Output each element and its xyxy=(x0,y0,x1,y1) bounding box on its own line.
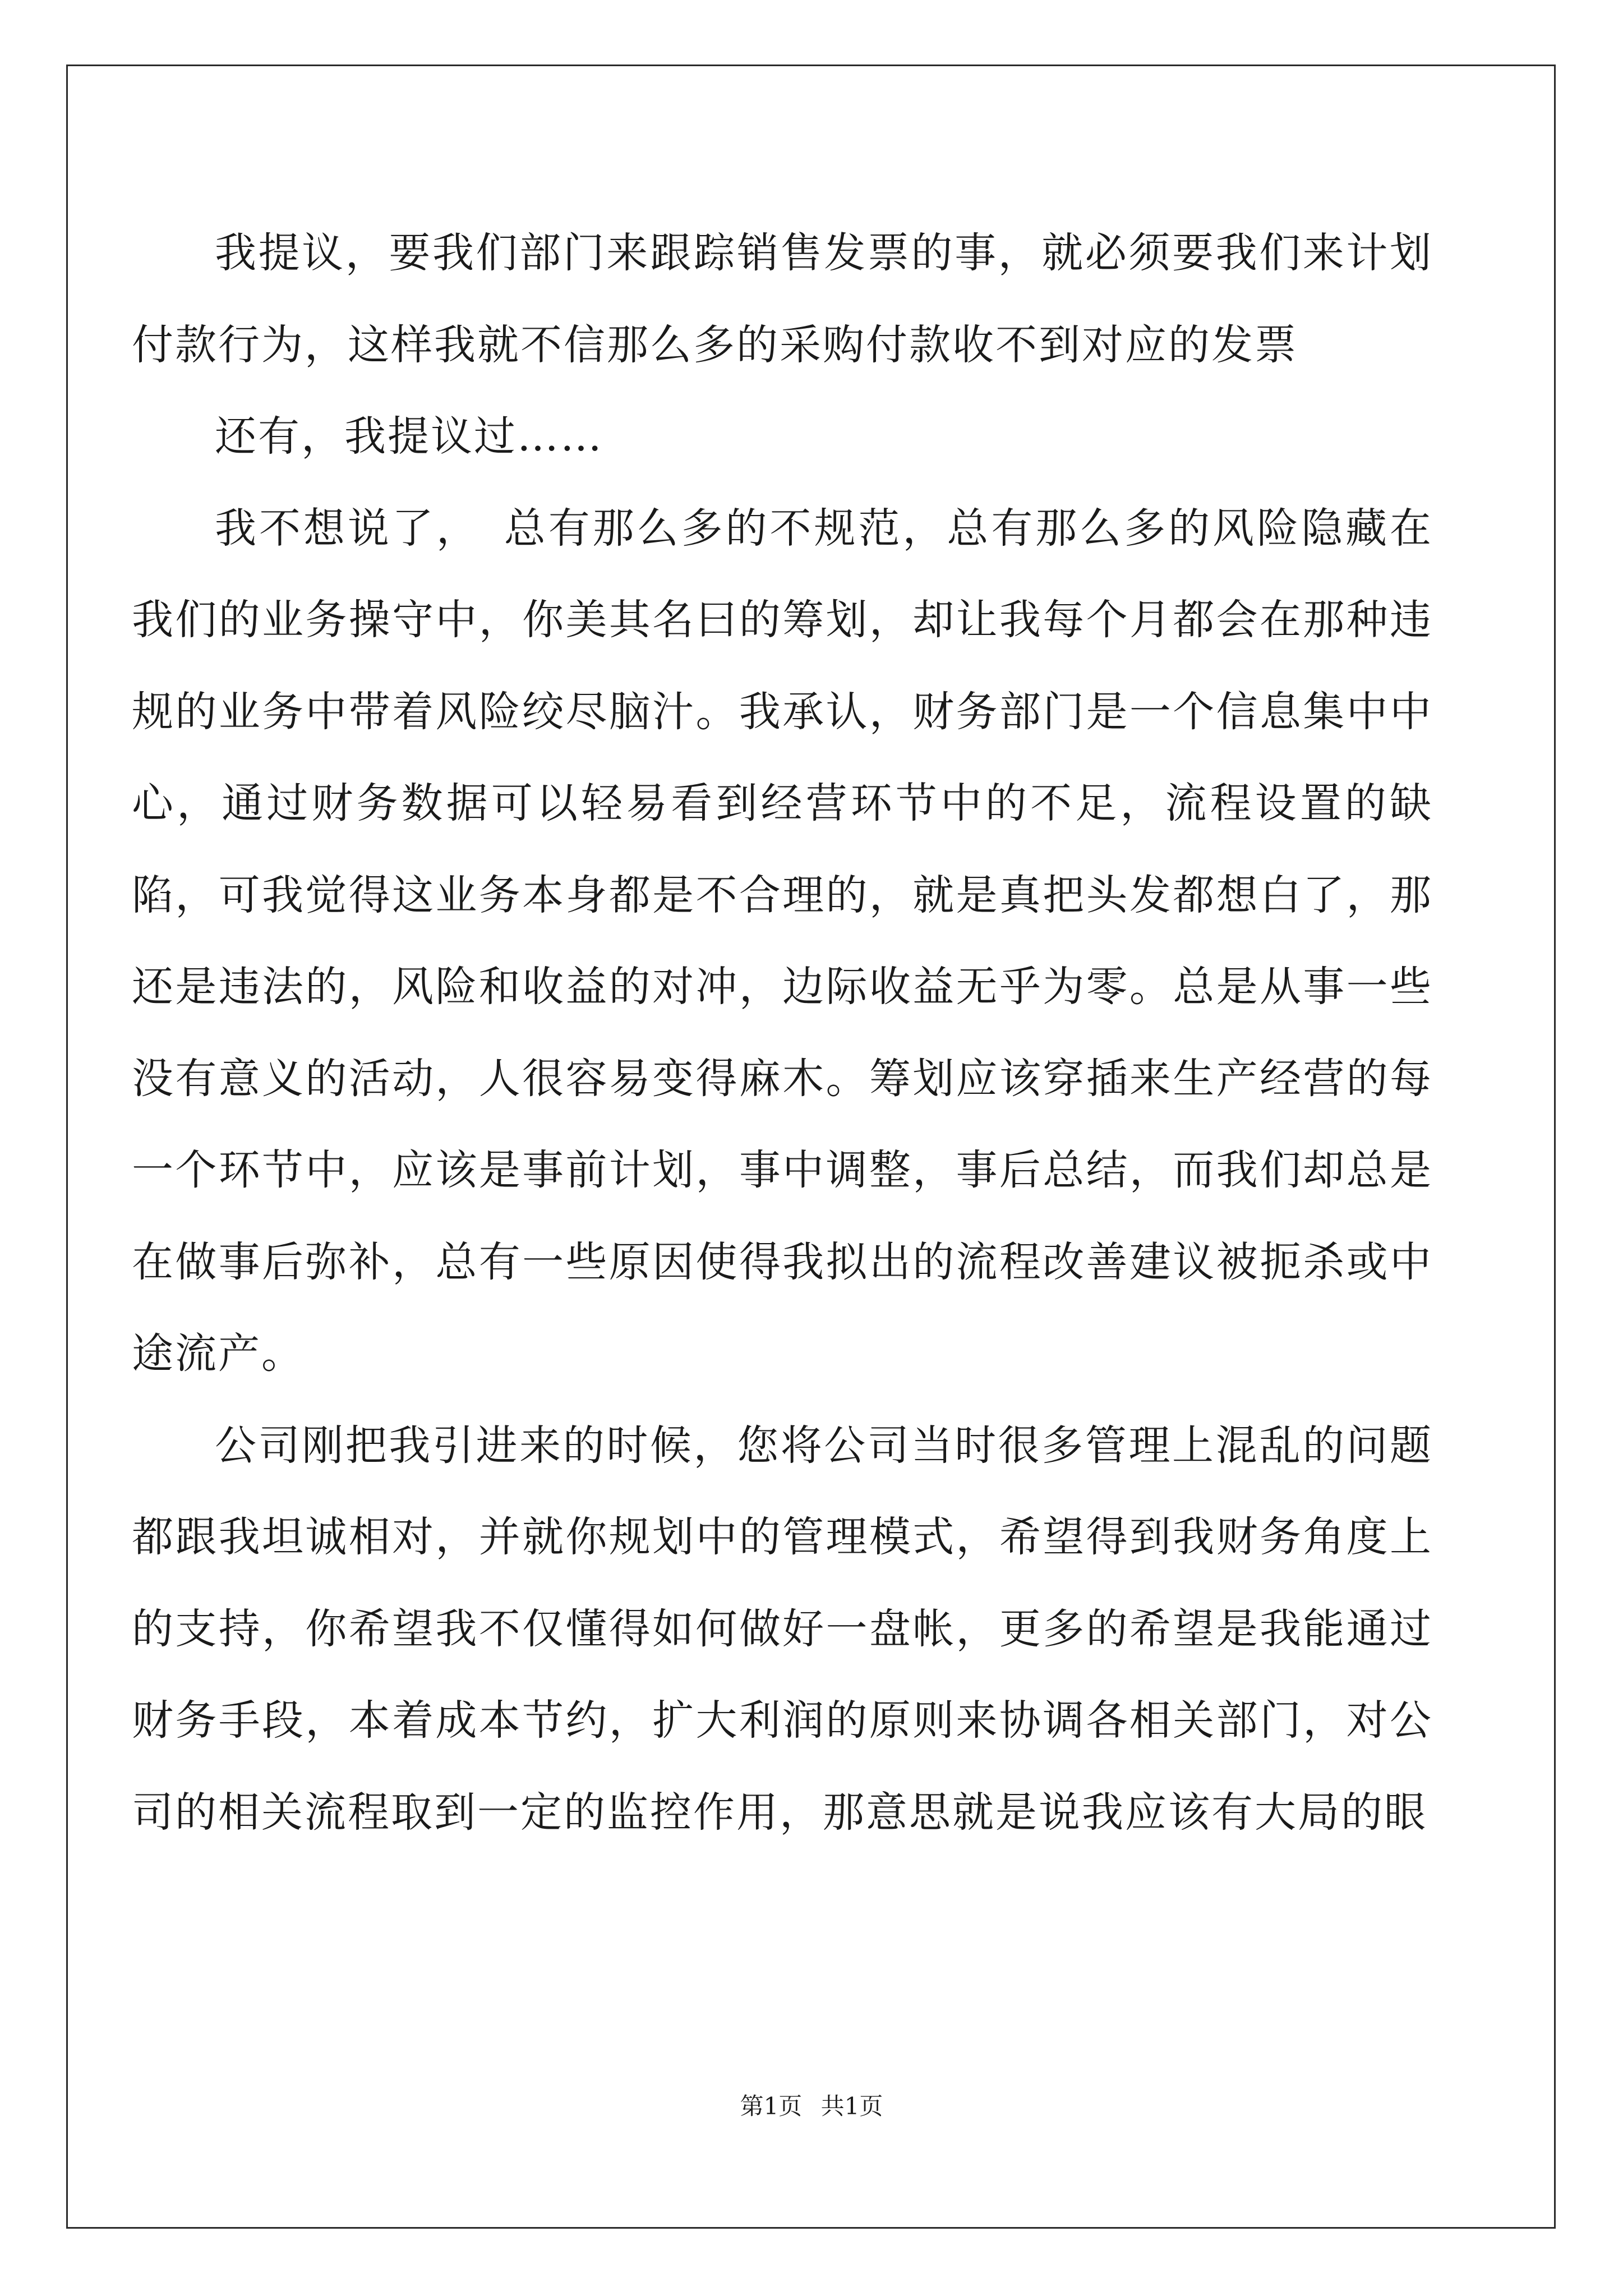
paragraph: 公司刚把我引进来的时候，您将公司当时很多管理上混乱的问题都跟我坦诚相对，并就你规划中的管理模式，希望得到我财务角度上的支持，你希望我不仅懂得如何做好一盘帐，更多的希望是我能通过财务手段，本着成本节约，扩大利润的原则来协调各相关部门，对公司的相关流程取到一定的监控作用，那意思就是说我应该有大局的眼 xyxy=(132,1421,1433,1837)
page-footer xyxy=(0,2088,1623,2122)
paragraph: 还有，我提议过…… xyxy=(215,412,603,461)
paragraph: 我不想说了， 总有那么多的不规范，总有那么多的风险隐藏在我们的业务操守中，你美其名曰的筹划，却让我每个月都会在那种违规的业务中带着风险绞尽脑汁。我承认，财务部门是一个信息集中中心，通过财务数据可以轻易看到经营环节中的不足，流程设置的缺陷，可我觉得这业务本身都是不合理的，就是真把头发都想白了，那还是违法的，风险和收益的对冲，边际收益无乎为零。总是从事一些没有意义的活动，人很容易变得麻木。筹划应该穿插来生产经营的每一个环节中，应该是事前计划，事中调整，事后总结，而我们却总是在做事后弥补，总有一些原因使得我拟出的流程改善建议被扼杀或中途流产。 xyxy=(132,504,1433,1378)
paragraph: 我提议，要我们部门来跟踪销售发票的事，就必须要我们来计划付款行为，这样我就不信那么多的采购付款收不到对应的发票 xyxy=(132,229,1433,369)
page-total: 共1页 xyxy=(820,2092,883,2120)
page-number: 第1页 xyxy=(740,2092,803,2120)
document-body xyxy=(132,208,1433,1858)
